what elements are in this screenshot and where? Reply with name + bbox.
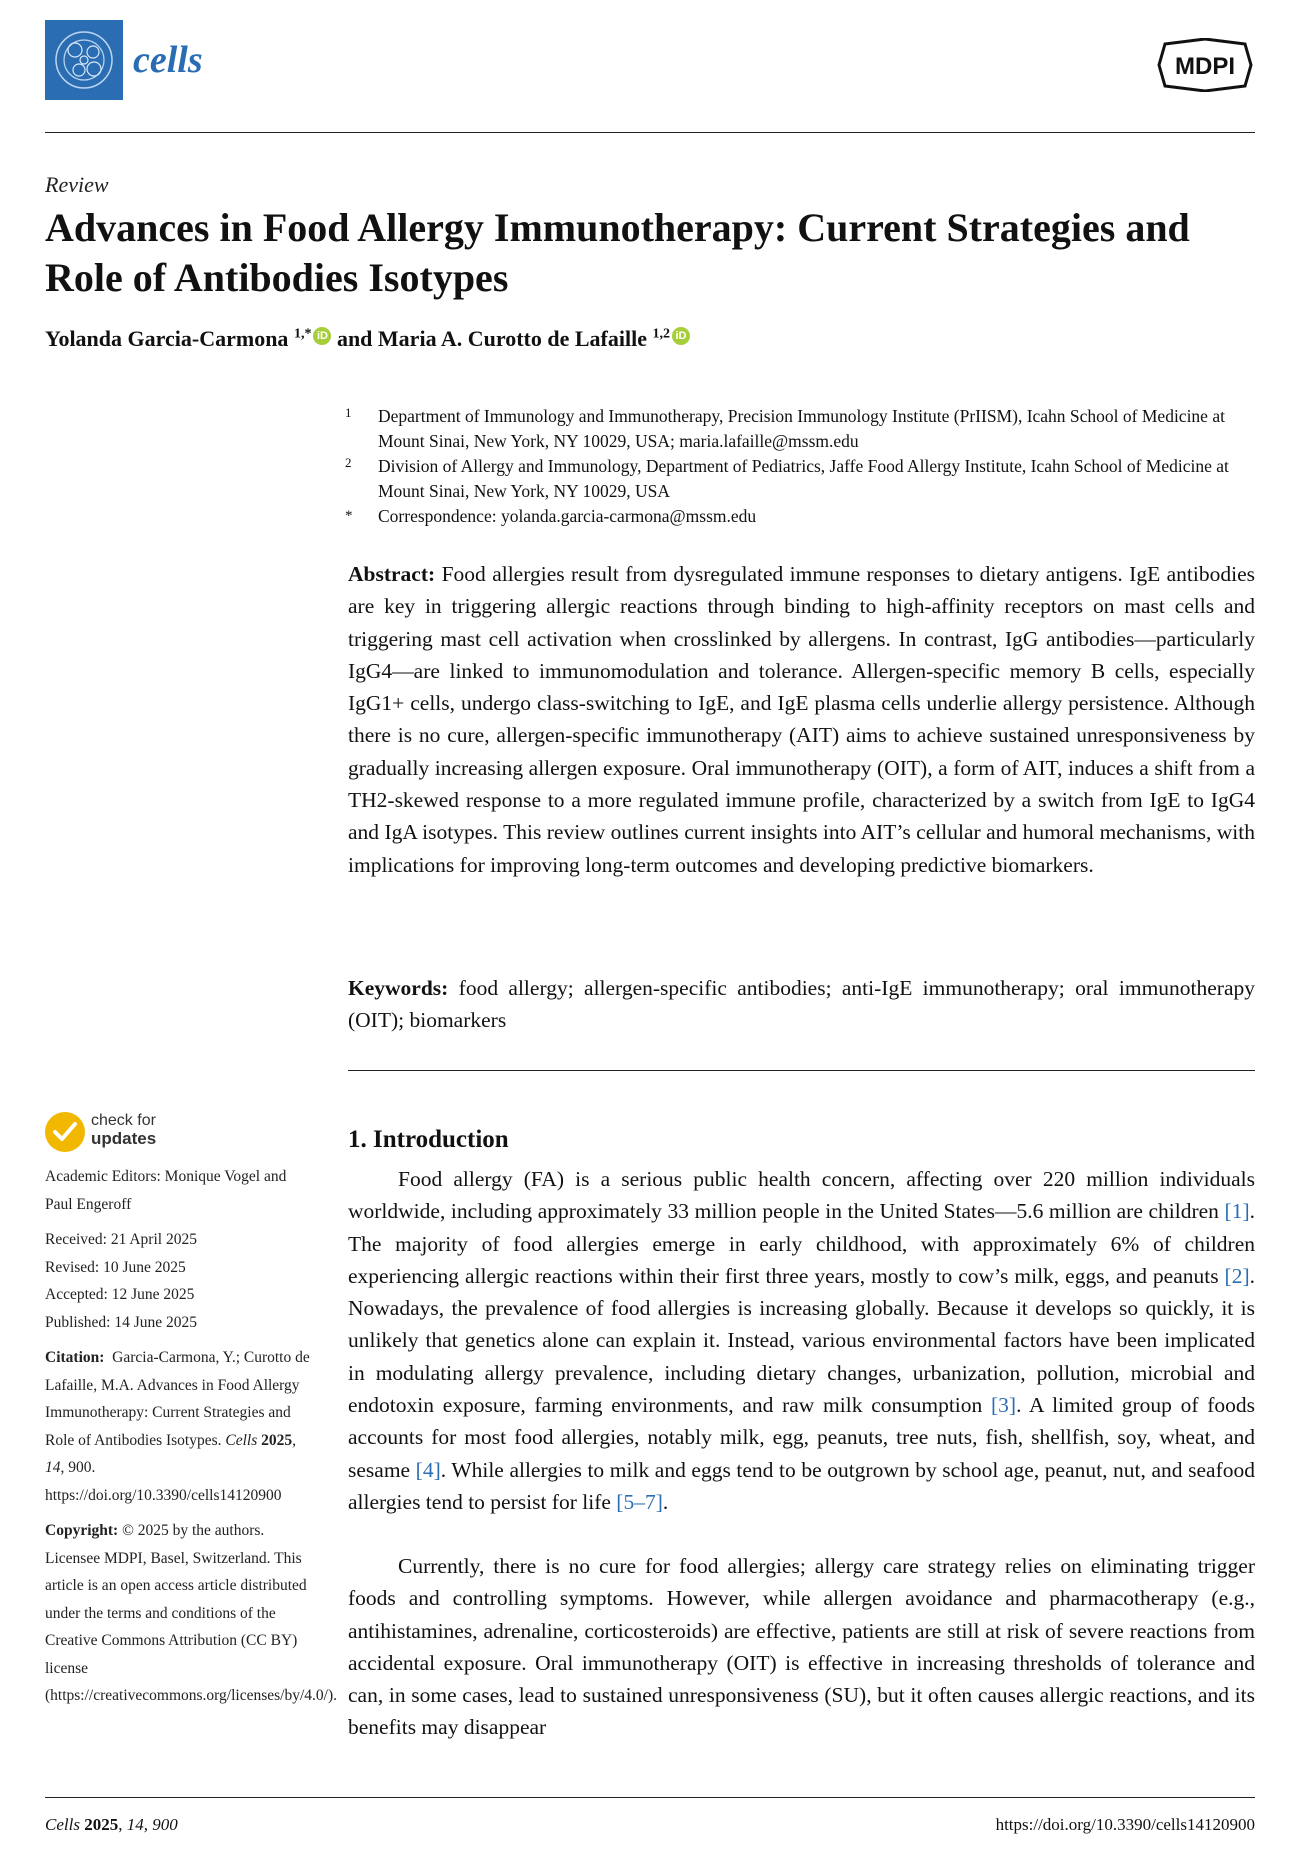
copyright-text: © 2025 by the authors. Licensee MDPI, Basel, Switzerland. This article is an open access article distributed under the terms and conditions of the Creative Commons Attribution (CC BY) license (https://creativecommons.org/licenses/by/4.0/). — [45, 1522, 338, 1704]
footer-journal: Cells — [45, 1815, 80, 1834]
keywords — [348, 972, 1255, 1037]
affiliation-mark: 1 — [345, 405, 352, 420]
abstract — [348, 558, 1255, 881]
author-name[interactable]: Maria A. Curotto de Lafaille — [377, 326, 647, 351]
citation-year: 2025 — [261, 1431, 293, 1449]
affiliation-2 — [345, 454, 1255, 504]
article-title: Advances in Food Allergy Immunotherapy: Current Strategies and Role of Antibodies Isotypes — [45, 205, 1190, 300]
citation-link[interactable]: [5–7] — [616, 1489, 663, 1514]
author-affiliation-marks: 1,* — [293, 326, 312, 342]
revised-date: Revised: 10 June 2025 — [45, 1258, 186, 1276]
affiliation-1 — [345, 404, 1255, 454]
copyright-label: Copyright: — [45, 1522, 119, 1539]
author-affiliation-marks: 1,2 — [652, 326, 670, 342]
intro-text: . — [662, 1489, 669, 1514]
intro-text: . The majority of food allergies emerge in early childhood, with approximately 6% of children experiencing allergic reactions within their first three years, mostly to cow’s milk, eggs, and peanuts — [348, 1199, 1255, 1288]
mdpi-logo-text: MDPI — [1175, 53, 1235, 80]
intro-paragraph-1 — [348, 1163, 1255, 1518]
author-list — [45, 326, 690, 352]
citation-link[interactable]: [4] — [415, 1457, 441, 1482]
citation-volume: 14 — [45, 1459, 61, 1476]
citation-text: Garcia-Carmona, Y.; Curotto de Lafaille, M.A. Advances in Food Allergy Immunotherapy: Current Strategies and Role of Antibodies Isotypes. — [45, 1349, 310, 1449]
check-updates-icon — [45, 1112, 85, 1152]
orcid-icon[interactable]: iD — [313, 327, 331, 345]
article-type: Review — [45, 172, 109, 197]
footer-year: 2025 — [84, 1815, 119, 1834]
correspondence-text[interactable]: Correspondence: yolanda.garcia-carmona@mssm.edu — [378, 506, 757, 526]
check-updates-line2: updates — [91, 1129, 157, 1148]
citation-link[interactable]: [3] — [991, 1393, 1017, 1418]
orcid-icon[interactable]: iD — [672, 327, 690, 345]
keywords-text: food allergy; allergen-specific antibodies; anti-IgE immunotherapy; oral immunotherapy (OIT); biomarkers — [348, 976, 1256, 1033]
mdpi-logo — [1155, 38, 1255, 92]
article-info-sidebar — [45, 1163, 338, 1710]
published-date: Published: 14 June 2025 — [45, 1313, 197, 1331]
footer-doi-link[interactable]: https://doi.org/10.3390/cells14120900 — [995, 1815, 1255, 1834]
accepted-date: Accepted: 12 June 2025 — [45, 1286, 195, 1303]
correspondence-mark: * — [345, 508, 353, 524]
footer-citation: Cells 2025, 14, 900 — [45, 1815, 178, 1834]
header-rule — [45, 132, 1255, 133]
citation-doi[interactable]: , 900. https://doi.org/10.3390/cells14120900 — [45, 1459, 282, 1504]
abstract-label: Abstract: — [348, 562, 436, 586]
affiliation-mark: 2 — [345, 455, 352, 470]
abstract-text: Food allergies result from dysregulated immune responses to dietary antigens. IgE antibodies are key in triggering allergic reactions through binding to high-affinity receptors on mast cells and triggering mast cell activation when crosslinked by allergens. In contrast, IgG antibodies—particularly IgG4—are linked to immunomodulation and tolerance. Allergen-specific memory B cells, especially IgG1+ cells, undergo class-switching to IgE, and IgE plasma cells underlie allergy persistence. Although there is no cure, allergen-specific immunotherapy (AIT) aims to achieve sustained unresponsiveness by gradually increasing allergen exposure. Oral immunotherapy (OIT), a form of AIT, induces a shift from a TH2-skewed response to a more regulated immune profile, characterized by a switch from IgE to IgG4 and IgA isotypes. This review outlines current insights into AIT’s cellular and humoral mechanisms, with implications for improving long-term outcomes and developing predictive biomarkers. — [348, 562, 1256, 877]
keywords-label: Keywords: — [348, 976, 449, 1000]
citation: Citation: Garcia-Carmona, Y.; Curotto de Lafaille, M.A. Advances in Food Allergy Immunotherapy: Current Strategies and Role of Antibodies Isotypes. Cells 2025, 14, 900. https://doi.org/10.3390/cells14120900 — [45, 1349, 310, 1504]
check-for-updates-badge[interactable] — [45, 1110, 295, 1154]
citation-journal: Cells — [225, 1431, 258, 1449]
abstract-rule — [348, 1070, 1255, 1071]
section-heading: 1. Introduction — [348, 1126, 509, 1153]
citation-link[interactable]: [1] — [1224, 1199, 1250, 1224]
affiliation-text: Department of Immunology and Immunotherapy, Precision Immunology Institute (PrIISM), Icahn School of Medicine at Mount Sinai, New York, NY 10029, USA; maria.lafaille@mssm.edu — [378, 406, 1225, 451]
academic-editors: Academic Editors: Monique Vogel and Paul Engeroff — [45, 1168, 287, 1213]
received-date: Received: 21 April 2025 — [45, 1231, 197, 1248]
intro-text: . A limited group of foods accounts for most food allergies, notably milk, egg, peanuts, tree nuts, fish, shellfish, soy, wheat, and sesame — [348, 1393, 1255, 1482]
intro-text: . While allergies to milk and eggs tend to be outgrown by school age, peanut, nut, and seafood allergies tend to persist for life — [348, 1457, 1255, 1514]
journal-name: cells — [133, 39, 203, 81]
citation-link[interactable]: [2] — [1224, 1263, 1250, 1288]
author-and: and — [336, 326, 373, 351]
affiliation-text: Division of Allergy and Immunology, Department of Pediatrics, Jaffe Food Allergy Institute, Icahn School of Medicine at Mount Sinai, New York, NY 10029, USA — [378, 456, 1229, 501]
intro-text: . Nowadays, the prevalence of food allergies is increasing globally. Because it develops so quickly, it is unlikely that genetics alone can explain it. Instead, various environmental factors have been implicated in modulating allergy prevalence, including dietary changes, urbanization, pollution, microbial and endotoxin exposure, farming environments, and raw milk consumption — [348, 1263, 1255, 1418]
correspondence — [345, 504, 1255, 529]
check-updates-line1: check for — [91, 1112, 156, 1129]
citation-label: Citation: — [45, 1349, 105, 1366]
copyright — [45, 1517, 338, 1710]
footer-rule — [45, 1797, 1255, 1798]
author-name[interactable]: Yolanda Garcia-Carmona — [45, 326, 289, 351]
footer-volume-page: 14, 900 — [126, 1815, 178, 1834]
journal-logo — [45, 20, 123, 100]
intro-text: Food allergy (FA) is a serious public health concern, affecting over 220 million individuals worldwide, including approximately 33 million people in the United States—5.6 million are children — [348, 1167, 1255, 1224]
intro-paragraph-2: Currently, there is no cure for food allergies; allergy care strategy relies on eliminating trigger foods and controlling symptoms. However, while allergen avoidance and pharmacotherapy (e.g., antihistamines, adrenaline, corticosteroids) are effective, patients are still at risk of severe reactions from accidental exposure. Oral immunotherapy (OIT) is effective in increasing thresholds of tolerance and can, in some cases, lead to sustained unresponsiveness (SU), but it often causes allergic reactions, and its benefits may disappear — [348, 1554, 1255, 1740]
